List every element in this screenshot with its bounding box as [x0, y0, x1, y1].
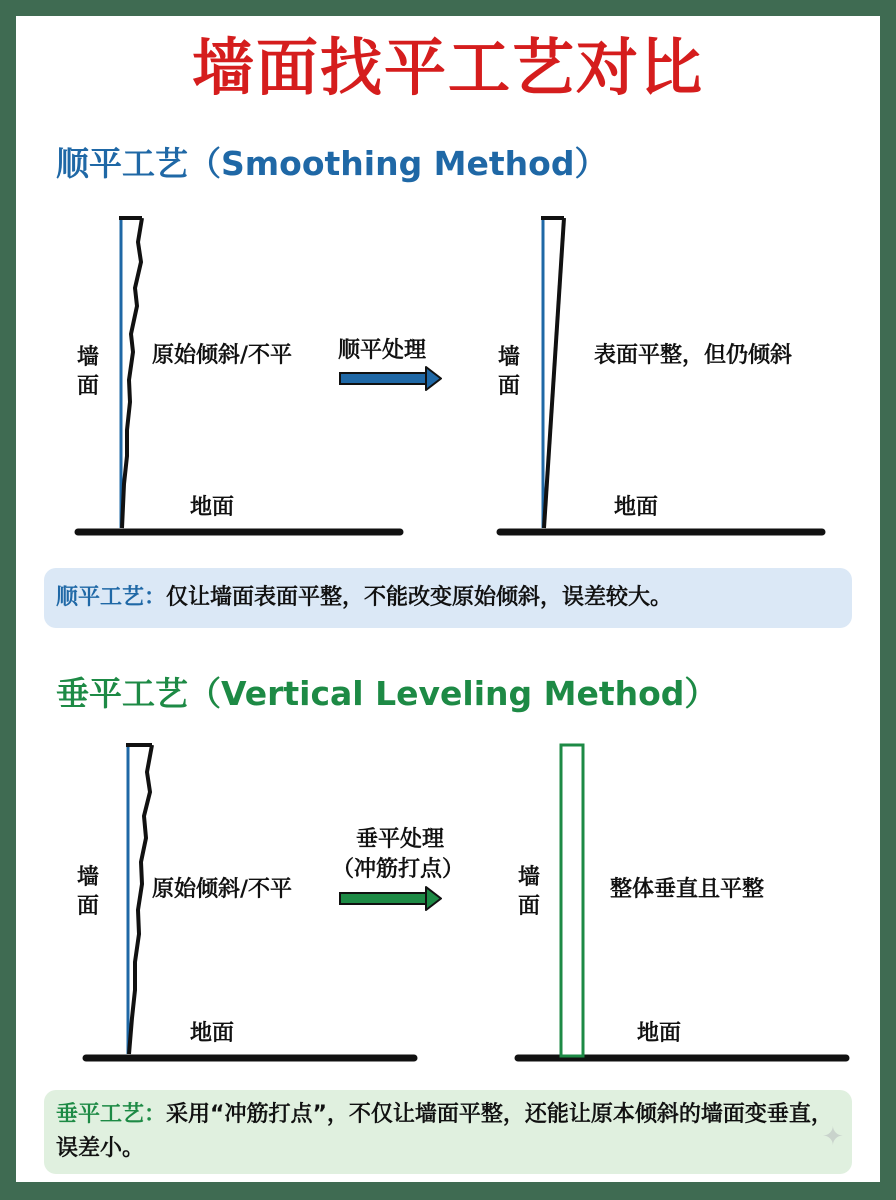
- section1-note-text: 仅让墙面表面平整，不能改变原始倾斜，误差较大。: [166, 585, 673, 610]
- sparkle-icon: ✦: [822, 1122, 844, 1152]
- s1-right-wall-smooth: [544, 218, 564, 528]
- s1-left-desc: 原始倾斜/不平: [152, 343, 293, 368]
- page-title: 墙面找平工艺对比: [191, 31, 704, 104]
- s1-arrow-label: 顺平处理: [338, 338, 427, 363]
- section1-title: 顺平工艺（Smoothing Method）: [56, 144, 608, 183]
- section2-note-prefix: 垂平工艺：: [56, 1102, 167, 1127]
- s1-arrow: [340, 367, 441, 390]
- s2-arrow-label-2: （冲筋打点）: [331, 857, 464, 882]
- section2-note: [44, 1090, 852, 1174]
- s2-left-ground-label: 地面: [190, 1021, 235, 1046]
- s2-right-ground-label: 地面: [637, 1021, 682, 1046]
- s1-right-ground-label: 地面: [614, 495, 659, 520]
- s2-right-wall: [561, 745, 583, 1056]
- s1-left-wall-rough: [122, 218, 142, 528]
- s2-left-desc: 原始倾斜/不平: [152, 877, 293, 902]
- s2-arrow-label-1: 垂平处理: [355, 827, 444, 852]
- section1-note: [44, 568, 852, 628]
- s2-right-desc: 整体垂直且平整: [610, 877, 765, 902]
- s2-right-wall-label: 墙面: [517, 865, 540, 919]
- s1-left-ground-label: 地面: [190, 495, 235, 520]
- s1-right-desc: 表面平整，但仍倾斜: [594, 343, 793, 368]
- s2-arrow: [340, 887, 441, 910]
- section1-note-prefix: 顺平工艺：: [56, 585, 167, 610]
- s2-left-wall-label: 墙面: [76, 865, 99, 919]
- s2-left-wall-rough: [129, 745, 152, 1054]
- s1-left-wall-label: 墙面: [76, 345, 99, 399]
- section2-title: 垂平工艺（Vertical Leveling Method）: [56, 674, 718, 713]
- s1-right-wall-label: 墙面: [497, 345, 520, 399]
- s1-right-diagram: [500, 218, 822, 532]
- section2-note-text: 采用“冲筋打点”，不仅让墙面平整，还能让原本倾斜的墙面变垂直，误差小。: [56, 1102, 833, 1161]
